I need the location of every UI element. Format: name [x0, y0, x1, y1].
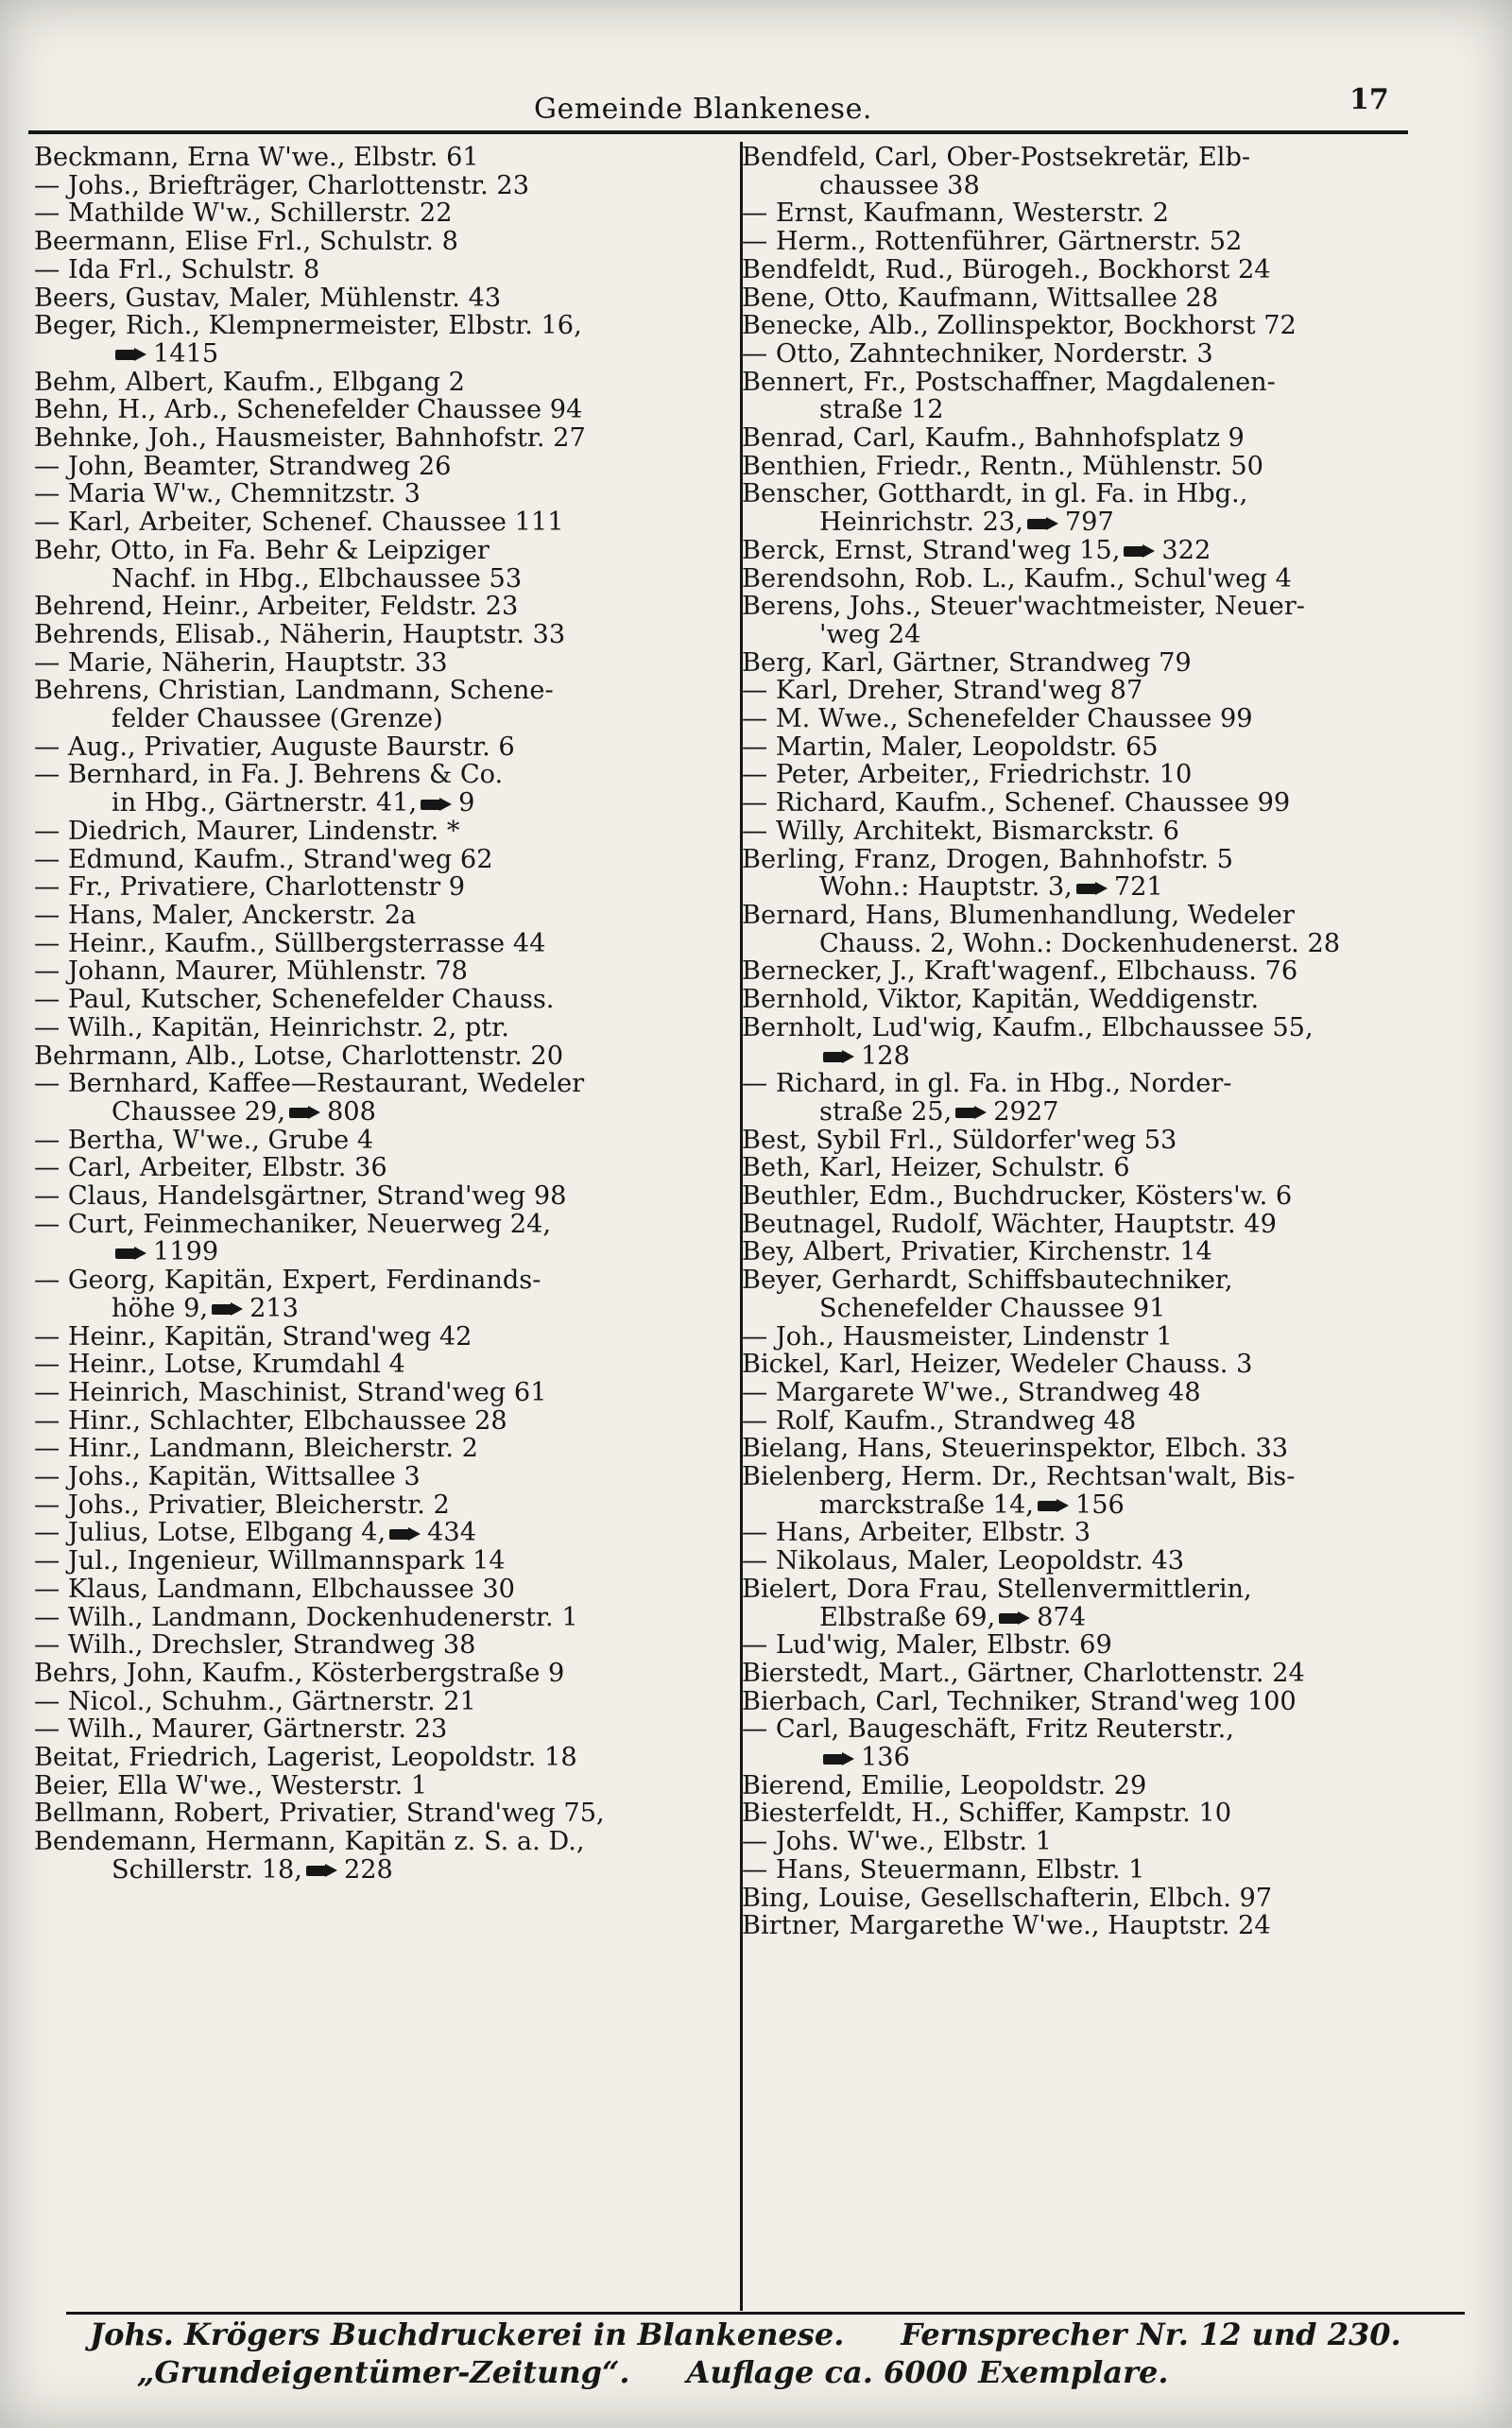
telephone-icon: [306, 1863, 338, 1878]
directory-entry: [34, 957, 724, 986]
entry-text: Beermann, Elise Frl., Schulstr. 8: [34, 227, 458, 257]
directory-entry: [742, 761, 1432, 789]
entry-text: — Johs. W'we., Elbstr. 1: [742, 1827, 1052, 1857]
phone-number: 322: [1161, 535, 1211, 565]
entry-text: Behrends, Elisab., Näherin, Hauptstr. 33: [34, 619, 566, 649]
entry-text: Bernard, Hans, Blumenhandlung, Wedeler: [742, 900, 1295, 930]
directory-entry: [34, 1519, 724, 1547]
telephone-icon: [823, 1751, 855, 1766]
directory-entry: [34, 565, 724, 594]
directory-entry: [742, 1576, 1432, 1604]
entry-text: höhe 9,: [112, 1293, 209, 1323]
directory-entry: [34, 340, 724, 369]
entry-text: — Joh., Hausmeister, Lindenstr 1: [742, 1321, 1173, 1352]
directory-entry: [34, 228, 724, 256]
directory-entry: [742, 1688, 1432, 1716]
directory-entry: [34, 172, 724, 200]
telephone-icon: [389, 1526, 421, 1541]
directory-entry: [742, 565, 1432, 594]
directory-entry: [34, 1491, 724, 1520]
entry-text: — Ernst, Kaufmann, Westerstr. 2: [742, 198, 1169, 229]
phone-number: 797: [1064, 508, 1114, 538]
entry-text: — Curt, Feinmechaniker, Neuerweg 24,: [34, 1209, 552, 1239]
entry-text: Benecke, Alb., Zollinspektor, Bockhorst 72: [742, 311, 1297, 341]
entry-text: Bendemann, Hermann, Kapitän z. S. a. D.,: [34, 1827, 585, 1857]
entry-text: Behrend, Heinr., Arbeiter, Feldstr. 23: [34, 592, 519, 622]
directory-entry: [34, 789, 724, 818]
entry-text: Beitat, Friedrich, Lagerist, Leopoldstr. 18: [34, 1743, 577, 1773]
telephone-icon: [115, 347, 147, 362]
directory-entry: [34, 537, 724, 565]
footer-newspaper: „Grundeigentümer-Zeitung“.: [137, 2354, 630, 2390]
entry-text: Benrad, Carl, Kaufm., Bahnhofsplatz 9: [742, 423, 1245, 454]
entry-text: — Richard, in gl. Fa. in Hbg., Norder-: [742, 1069, 1232, 1099]
directory-entry: [34, 1266, 724, 1295]
entry-text: Beyer, Gerhardt, Schiffsbautechniker,: [742, 1266, 1233, 1296]
entry-text: 'weg 24: [819, 619, 921, 649]
entry-text: — Hinr., Landmann, Bleicherstr. 2: [34, 1434, 478, 1464]
entry-text: Bierend, Emilie, Leopoldstr. 29: [742, 1770, 1147, 1800]
entry-text: Berendsohn, Rob. L., Kaufm., Schul'weg 4: [742, 563, 1292, 594]
directory-entry: [34, 1631, 724, 1660]
directory-entry: [34, 1744, 724, 1772]
directory-entry: [34, 621, 724, 649]
footer-printer: Johs. Krögers Buchdruckerei in Blankenese.: [90, 2316, 845, 2352]
directory-entry: [34, 144, 724, 172]
directory-entry: [742, 1435, 1432, 1463]
phone-number: 156: [1074, 1490, 1125, 1520]
directory-entry: [742, 1098, 1432, 1127]
entry-text: Bernecker, J., Kraft'wagenf., Elbchauss. 76: [742, 956, 1298, 987]
directory-entry: [742, 1154, 1432, 1182]
directory-entry: [742, 1715, 1432, 1744]
entry-text: Beger, Rich., Klempnermeister, Elbstr. 16,: [34, 311, 582, 341]
directory-entry: [34, 1547, 724, 1576]
directory-entry: [742, 1856, 1432, 1885]
directory-entry: [742, 1912, 1432, 1940]
directory-entry: [742, 1295, 1432, 1323]
directory-entry: [34, 1463, 724, 1491]
directory-entry: [34, 1042, 724, 1071]
entry-text: — Hans, Arbeiter, Elbstr. 3: [742, 1518, 1091, 1548]
phone-number: 1199: [153, 1237, 219, 1267]
directory-entry: [742, 1519, 1432, 1547]
directory-entry: [742, 902, 1432, 930]
directory-entry: [34, 453, 724, 481]
directory-entry: [742, 1266, 1432, 1295]
directory-entry: [742, 1491, 1432, 1520]
phone-number: 721: [1113, 872, 1163, 903]
entry-text: — Julius, Lotse, Elbgang 4,: [34, 1518, 387, 1548]
directory-entry: [742, 789, 1432, 818]
entry-text: Schenefelder Chaussee 91: [819, 1293, 1166, 1323]
entry-text: felder Chaussee (Grenze): [112, 704, 443, 734]
directory-entry: [34, 1576, 724, 1604]
footer: [90, 2316, 1488, 2391]
directory-entry: [34, 873, 724, 902]
directory-entry: [34, 1772, 724, 1800]
phone-number: 213: [249, 1293, 299, 1323]
entry-text: Nachf. in Hbg., Elbchaussee 53: [112, 563, 523, 594]
directory-entry: [34, 1154, 724, 1182]
entry-text: — Wilh., Drechsler, Strandweg 38: [34, 1630, 476, 1661]
directory-entry: [742, 733, 1432, 762]
directory-entry: [34, 818, 724, 846]
directory-entry: [742, 1211, 1432, 1239]
directory-entry: [742, 312, 1432, 340]
directory-entry: [34, 256, 724, 284]
entry-text: Elbstraße 69,: [819, 1602, 996, 1632]
directory-entry: [742, 1660, 1432, 1688]
entry-text: — Johann, Maurer, Mühlenstr. 78: [34, 956, 468, 987]
entry-text: — Rolf, Kaufm., Strandweg 48: [742, 1405, 1137, 1436]
entry-text: — Carl, Baugeschäft, Fritz Reuterstr.,: [742, 1714, 1234, 1745]
entry-text: Berck, Ernst, Strand'weg 15,: [742, 535, 1121, 565]
entry-text: — Ida Frl., Schulstr. 8: [34, 254, 320, 284]
directory-entry: [742, 818, 1432, 846]
phone-number: 1415: [153, 338, 219, 369]
directory-entry: [34, 1379, 724, 1407]
entry-text: Bey, Albert, Privatier, Kirchenstr. 14: [742, 1237, 1212, 1267]
directory-entry: [34, 1127, 724, 1155]
entry-text: — Heinr., Kaufm., Süllbergsterrasse 44: [34, 928, 546, 958]
directory-entry: [742, 1744, 1432, 1772]
entry-text: — Maria W'w., Chemnitzstr. 3: [34, 479, 421, 509]
entry-text: — Nikolaus, Maler, Leopoldstr. 43: [742, 1546, 1185, 1576]
directory-entry: [34, 424, 724, 453]
entry-text: Bellmann, Robert, Privatier, Strand'weg 75,: [34, 1799, 605, 1829]
directory-entry: [34, 677, 724, 705]
entry-text: — Klaus, Landmann, Elbchaussee 30: [34, 1574, 515, 1604]
telephone-icon: [289, 1105, 321, 1120]
telephone-icon: [1038, 1498, 1070, 1513]
directory-entry: [34, 1182, 724, 1211]
directory-entry: [742, 199, 1432, 228]
entry-text: Best, Sybil Frl., Süldorfer'weg 53: [742, 1125, 1177, 1155]
entry-text: marckstraße 14,: [819, 1490, 1034, 1520]
directory-entry: [742, 453, 1432, 481]
entry-text: Bielang, Hans, Steuerinspektor, Elbch. 33: [742, 1434, 1289, 1464]
entry-text: Chauss. 2, Wohn.: Dockenhudenerst. 28: [819, 928, 1341, 958]
entry-text: — Edmund, Kaufm., Strand'weg 62: [34, 844, 493, 874]
directory-entry: [34, 1799, 724, 1828]
directory-entry: [34, 761, 724, 789]
entry-text: — Paul, Kutscher, Schenefelder Chauss.: [34, 985, 555, 1015]
directory-entry: [742, 1604, 1432, 1632]
entry-text: — Otto, Zahntechniker, Norderstr. 3: [742, 338, 1213, 369]
entry-text: Schillerstr. 18,: [112, 1854, 302, 1885]
directory-entry: [742, 396, 1432, 424]
entry-text: Beckmann, Erna W'we., Elbstr. 61: [34, 143, 479, 172]
entry-text: Wohn.: Hauptstr. 3,: [819, 872, 1073, 903]
telephone-icon: [421, 797, 453, 812]
entry-text: Beutnagel, Rudolf, Wächter, Hauptstr. 49: [742, 1209, 1277, 1239]
telephone-icon: [212, 1301, 244, 1317]
entry-text: — Hans, Steuermann, Elbstr. 1: [742, 1854, 1145, 1885]
entry-text: — Richard, Kaufm., Schenef. Chaussee 99: [742, 788, 1291, 818]
directory-entry: [742, 1407, 1432, 1436]
entry-text: — Karl, Arbeiter, Schenef. Chaussee 111: [34, 508, 564, 538]
entry-text: — Karl, Dreher, Strand'weg 87: [742, 676, 1143, 706]
entry-text: — Herm., Rottenführer, Gärtnerstr. 52: [742, 227, 1243, 257]
entry-text: Bene, Otto, Kaufmann, Wittsallee 28: [742, 283, 1219, 313]
entry-text: — Johs., Privatier, Bleicherstr. 2: [34, 1490, 450, 1520]
entry-text: Beuthler, Edm., Buchdrucker, Kösters'w. 6: [742, 1181, 1293, 1212]
entry-text: Behnke, Joh., Hausmeister, Bahnhofstr. 27: [34, 423, 586, 454]
directory-entry: [34, 369, 724, 397]
entry-text: Bernhold, Viktor, Kapitän, Weddigenstr.: [742, 985, 1260, 1015]
entry-text: Bierbach, Carl, Techniker, Strand'weg 100: [742, 1686, 1297, 1716]
directory-entry: [34, 1828, 724, 1856]
directory-entry: [742, 649, 1432, 678]
entry-text: Beier, Ella W'we., Westerstr. 1: [34, 1770, 428, 1800]
telephone-icon: [1124, 543, 1156, 559]
directory-entry: [742, 1182, 1432, 1211]
entry-text: — M. Wwe., Schenefelder Chaussee 99: [742, 704, 1253, 734]
entry-text: — Wilh., Kapitän, Heinrichstr. 2, ptr.: [34, 1012, 509, 1042]
directory-entry: [34, 1295, 724, 1323]
entry-text: straße 25,: [819, 1096, 953, 1127]
directory-entry: [742, 986, 1432, 1014]
directory-entry: [34, 593, 724, 621]
directory-entry: [742, 144, 1432, 172]
directory-entry: [742, 957, 1432, 986]
directory-entry: [34, 733, 724, 762]
entry-text: Bennert, Fr., Postschaffner, Magdalenen-: [742, 367, 1276, 397]
entry-text: straße 12: [819, 395, 944, 425]
directory-entry: [34, 1715, 724, 1744]
directory-entry: [742, 1463, 1432, 1491]
directory-entry: [742, 1631, 1432, 1660]
entry-text: — Hinr., Schlachter, Elbchaussee 28: [34, 1405, 507, 1436]
directory-entry: [34, 902, 724, 930]
directory-entry: [34, 649, 724, 678]
header-rule: [28, 130, 1408, 134]
entry-text: — Lud'wig, Maler, Elbstr. 69: [742, 1630, 1112, 1661]
directory-entry: [742, 1070, 1432, 1098]
directory-entry: [34, 1604, 724, 1632]
directory-entry: [742, 1772, 1432, 1800]
phone-number: 434: [427, 1518, 477, 1548]
directory-entry: [34, 1688, 724, 1716]
footer-circulation: Auflage ca. 6000 Exemplare.: [686, 2354, 1169, 2390]
telephone-icon: [1076, 881, 1108, 896]
entry-text: Heinrichstr. 23,: [819, 508, 1023, 538]
directory-entry: [34, 1014, 724, 1042]
entry-text: — Bertha, W'we., Grube 4: [34, 1125, 374, 1155]
right-column: [742, 144, 1432, 1940]
entry-text: — Peter, Arbeiter,, Friedrichstr. 10: [742, 760, 1193, 790]
directory-entry: [742, 424, 1432, 453]
directory-entry: [742, 1042, 1432, 1071]
phone-number: 808: [327, 1096, 376, 1127]
telephone-icon: [999, 1610, 1031, 1626]
entry-text: Birtner, Margarethe W'we., Hauptstr. 24: [742, 1911, 1271, 1941]
directory-entry: [742, 508, 1432, 537]
entry-text: Chaussee 29,: [112, 1096, 285, 1127]
entry-text: Berling, Franz, Drogen, Bahnhofstr. 5: [742, 844, 1233, 874]
entry-text: chaussee 38: [819, 170, 980, 200]
entry-text: — Wilh., Maurer, Gärtnerstr. 23: [34, 1714, 448, 1745]
directory-entry: [742, 593, 1432, 621]
directory-entry: [34, 1238, 724, 1266]
directory-entry: [742, 846, 1432, 874]
telephone-icon: [1027, 516, 1059, 531]
directory-entry: [742, 1351, 1432, 1379]
directory-entry: [742, 1547, 1432, 1576]
entry-text: — Mathilde W'w., Schillerstr. 22: [34, 198, 453, 229]
directory-entry: [742, 1799, 1432, 1828]
phone-number: 874: [1037, 1602, 1087, 1632]
directory-entry: [742, 537, 1432, 565]
page-header-title: Gemeinde Blankenese.: [534, 93, 872, 126]
entry-text: — Marie, Näherin, Hauptstr. 33: [34, 647, 448, 678]
directory-entry: [742, 930, 1432, 958]
phone-number: 128: [861, 1041, 910, 1071]
entry-text: Bing, Louise, Gesellschafterin, Elbch. 97: [742, 1883, 1273, 1913]
directory-entry: [742, 1238, 1432, 1266]
entry-text: Benthien, Friedr., Rentn., Mühlenstr. 50: [742, 451, 1263, 481]
entry-text: — Martin, Maler, Leopoldstr. 65: [742, 732, 1159, 762]
directory-entry: [34, 1070, 724, 1098]
directory-entry: [742, 677, 1432, 705]
entry-text: Berg, Karl, Gärtner, Strandweg 79: [742, 647, 1192, 678]
entry-text: Behrens, Christian, Landmann, Schene-: [34, 676, 554, 706]
directory-entry: [34, 396, 724, 424]
directory-entry: [34, 480, 724, 508]
directory-entry: [742, 1379, 1432, 1407]
directory-entry: [742, 1323, 1432, 1352]
directory-entry: [742, 1127, 1432, 1155]
phone-number: 228: [343, 1854, 393, 1885]
directory-entry: [742, 1885, 1432, 1913]
telephone-icon: [823, 1049, 855, 1064]
entry-text: Bielert, Dora Frau, Stellenvermittlerin,: [742, 1574, 1252, 1604]
directory-entry: [34, 508, 724, 537]
entry-text: — Willy, Architekt, Bismarckstr. 6: [742, 816, 1179, 846]
directory-entry: [742, 340, 1432, 369]
directory-entry: [742, 873, 1432, 902]
entry-text: — Fr., Privatiere, Charlottenstr 9: [34, 872, 466, 903]
entry-text: Benscher, Gotthardt, in gl. Fa. in Hbg.,: [742, 479, 1248, 509]
entry-text: in Hbg., Gärtnerstr. 41,: [112, 788, 418, 818]
phone-number: 2927: [993, 1096, 1059, 1127]
telephone-icon: [115, 1246, 147, 1261]
entry-text: — Heinrich, Maschinist, Strand'weg 61: [34, 1377, 547, 1407]
directory-entry: [742, 480, 1432, 508]
entry-text: — Aug., Privatier, Auguste Baurstr. 6: [34, 732, 515, 762]
entry-text: Behn, H., Arb., Schenefelder Chaussee 94: [34, 395, 583, 425]
entry-text: — Claus, Handelsgärtner, Strand'weg 98: [34, 1181, 567, 1212]
entry-text: Bielenberg, Herm. Dr., Rechtsan'walt, Bis-: [742, 1462, 1296, 1492]
directory-entry: [742, 172, 1432, 200]
directory-entry: [742, 1014, 1432, 1042]
entry-text: Berens, Johs., Steuer'wachtmeister, Neuer-: [742, 592, 1305, 622]
directory-entry: [34, 846, 724, 874]
entry-text: — Wilh., Landmann, Dockenhudenerstr. 1: [34, 1602, 578, 1632]
phone-number: 9: [458, 788, 475, 818]
entry-text: Beth, Karl, Heizer, Schulstr. 6: [742, 1153, 1130, 1183]
entry-text: Beers, Gustav, Maler, Mühlenstr. 43: [34, 283, 502, 313]
directory-entry: [742, 1828, 1432, 1856]
entry-text: Behrmann, Alb., Lotse, Charlottenstr. 20: [34, 1041, 563, 1071]
entry-text: — Johs., Kapitän, Wittsallee 3: [34, 1462, 421, 1492]
entry-text: Bendfeldt, Rud., Bürogeh., Bockhorst 24: [742, 254, 1271, 284]
entry-text: — Bernhard, in Fa. J. Behrens & Co.: [34, 760, 504, 790]
directory-entry: [742, 705, 1432, 733]
directory-entry: [34, 1098, 724, 1127]
directory-entry: [742, 284, 1432, 313]
directory-entry: [34, 1856, 724, 1885]
directory-entry: [34, 1211, 724, 1239]
entry-text: Biesterfeldt, H., Schiffer, Kampstr. 10: [742, 1799, 1232, 1829]
telephone-icon: [955, 1105, 988, 1120]
entry-text: — Nicol., Schuhm., Gärtnerstr. 21: [34, 1686, 476, 1716]
entry-text: — Carl, Arbeiter, Elbstr. 36: [34, 1153, 387, 1183]
entry-text: Bendfeld, Carl, Ober-Postsekretär, Elb-: [742, 143, 1251, 172]
directory-entry: [34, 284, 724, 313]
directory-entry: [742, 369, 1432, 397]
directory-entry: [742, 228, 1432, 256]
directory-entry: [34, 1435, 724, 1463]
entry-text: — Georg, Kapitän, Expert, Ferdinands-: [34, 1266, 541, 1296]
directory-entry: [34, 705, 724, 733]
directory-entry: [742, 621, 1432, 649]
directory-entry: [34, 1323, 724, 1352]
entry-text: Behrs, John, Kaufm., Kösterbergstraße 9: [34, 1658, 565, 1688]
entry-text: — Hans, Maler, Anckerstr. 2a: [34, 900, 417, 930]
entry-text: — Bernhard, Kaffee—Restaurant, Wedeler: [34, 1069, 585, 1099]
directory-entry: [34, 986, 724, 1014]
entry-text: Bierstedt, Mart., Gärtner, Charlottenstr. 24: [742, 1658, 1305, 1688]
left-column: [34, 144, 724, 1885]
directory-entry: [34, 199, 724, 228]
footer-rule: [66, 2312, 1465, 2315]
entry-text: — Johs., Briefträger, Charlottenstr. 23: [34, 170, 530, 200]
entry-text: — Heinr., Lotse, Krumdahl 4: [34, 1350, 405, 1380]
entry-text: — John, Beamter, Strandweg 26: [34, 451, 452, 481]
entry-text: — Margarete W'we., Strandweg 48: [742, 1377, 1201, 1407]
entry-text: — Heinr., Kapitän, Strand'weg 42: [34, 1321, 472, 1352]
entry-text: — Jul., Ingenieur, Willmannspark 14: [34, 1546, 506, 1576]
directory-entry: [34, 312, 724, 340]
entry-text: Behr, Otto, in Fa. Behr & Leipziger: [34, 535, 490, 565]
footer-phone: Fernsprecher Nr. 12 und 230.: [901, 2316, 1401, 2352]
page-number: 17: [1349, 83, 1389, 116]
directory-entry: [34, 1351, 724, 1379]
directory-entry: [34, 930, 724, 958]
directory-entry: [742, 256, 1432, 284]
entry-text: — Diedrich, Maurer, Lindenstr. *: [34, 816, 460, 846]
directory-entry: [34, 1407, 724, 1436]
directory-entry: [34, 1660, 724, 1688]
entry-text: Bickel, Karl, Heizer, Wedeler Chauss. 3: [742, 1350, 1253, 1380]
phone-number: 136: [861, 1743, 910, 1773]
entry-text: Behm, Albert, Kaufm., Elbgang 2: [34, 367, 465, 397]
entry-text: Bernholt, Lud'wig, Kaufm., Elbchaussee 55,: [742, 1012, 1314, 1042]
